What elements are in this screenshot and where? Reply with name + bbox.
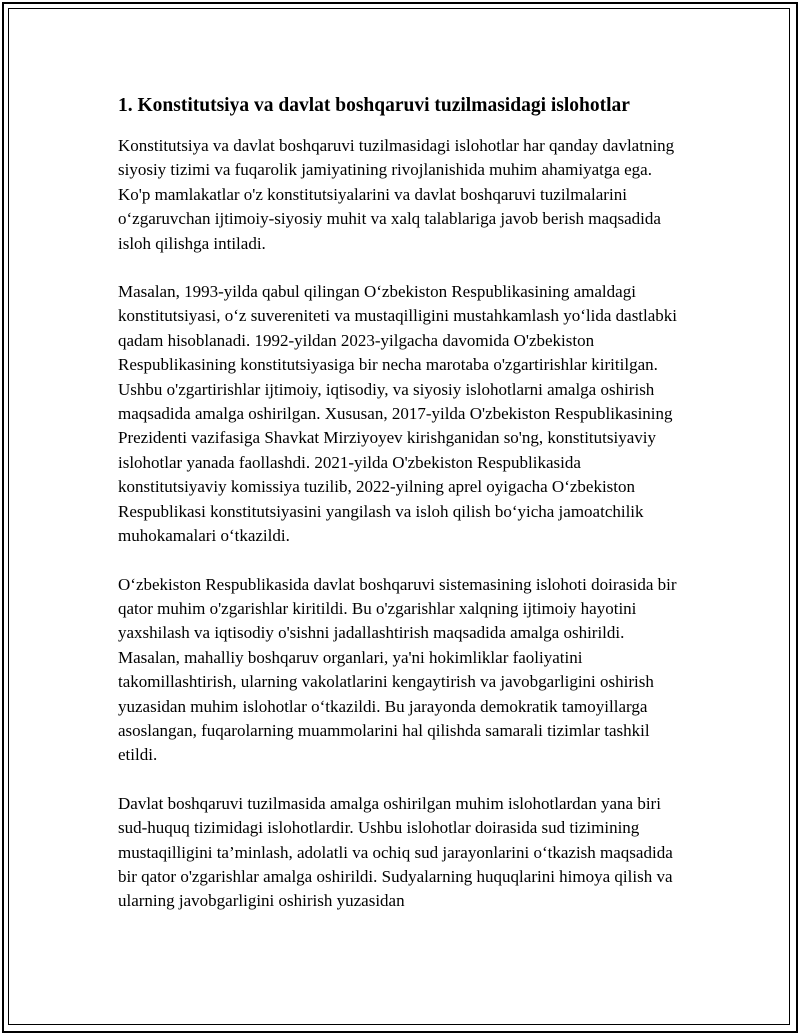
document-body — [118, 92, 688, 938]
paragraph-constitution-history: Masalan, 1993-yilda qabul qilingan O‘zbekiston Respublikasining amaldagi konstitutsiyasi, o‘z suvereniteti va mustaqilligini mustahkamlash yo‘lida dastlabki qadam hisoblanadi. 1992-yildan 2023-yilgacha davomida O'zbekiston Respublikasining konstitutsiyasiga bir necha marotaba o'zgartirishlar kiritilgan. Ushbu o'zgartirishlar ijtimoiy, iqtisodiy, va siyosiy islohotlarni amalga oshirish maqsadida amalga oshirilgan. Xususan, 2017-yilda O'zbekiston Respublikasining Prezidenti vazifasiga Shavkat Mirziyoyev kirishganidan so'ng, konstitutsiyaviy islohotlar yanada faollashdi. 2021-yilda O'zbekiston Respublikasida konstitutsiyaviy komissiya tuzilib, 2022-yilning aprel oyigacha O‘zbekiston Respublikasi konstitutsiyasini yangilash va isloh qilish bo‘yicha jamoatchilik muhokamalari o‘tkazildi. — [118, 282, 678, 546]
paragraph-judicial-reforms: Davlat boshqaruvi tuzilmasida amalga oshirilgan muhim islohotlardan yana biri sud-huquq tizimidagi islohotlardir. Ushbu islohotlar doirasida sud tizimining mustaqilligini ta’minlash, adolatli va ochiq sud jarayonlarini o‘tkazish maqsadida bir qator o'zgarishlar amalga oshirildi. Sudyalarning huquqlarini himoya qilish va ularning javobgarligini oshirish yuzasidan — [118, 793, 673, 911]
paragraph-intro: Konstitutsiya va davlat boshqaruvi tuzilmasidagi islohotlar har qanday davlatning siyosiy tizimi va fuqarolik jamiyatining rivojlanishida muhim ahamiyatga ega. Ko'p mamlakatlar o'z konstitutsiyalarini va davlat boshqaruvi tuzilmalarini o‘zgaruvchan ijtimoiy-siyosiy muhit va xalq talablariga javob berish maqsadida isloh qilishga intiladi. — [118, 136, 675, 253]
paragraph-governance-reforms: O‘zbekiston Respublikasida davlat boshqaruvi sistemasining islohoti doirasida bir qator muhim o'zgarishlar kiritildi. Bu o'zgarishlar xalqning ijtimoiy hayotini yaxshilash va iqtisodiy o'sishni jadallashtirish maqsadida amalga oshirildi. Masalan, mahalliy boshqaruv organlari, ya'ni hokimliklar faoliyatini takomillashtirish, ularning vakolatlarini kengaytirish va javobgarligini oshirish yuzasidan muhim islohotlar o‘tkazildi. Bu jarayonda demokratik tamoyillarga asoslangan, fuqarolarning muammolarini hal qilishda samarali tizimlar tashkil etildi. — [118, 574, 677, 765]
section-heading: 1. Konstitutsiya va davlat boshqaruvi tuzilmasidagi islohotlar — [118, 95, 630, 116]
